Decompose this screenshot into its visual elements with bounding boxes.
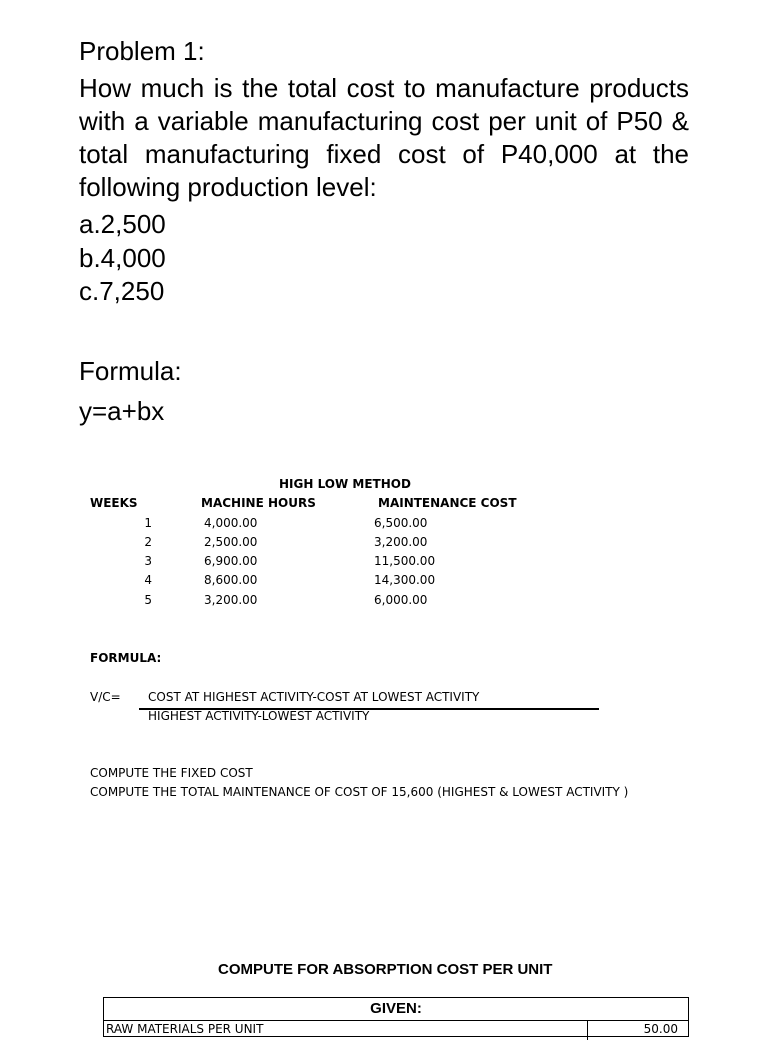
- week-cell: 4: [144, 573, 152, 587]
- maintenance-cost-cell: 6,000.00: [374, 593, 428, 607]
- formula-denominator: HIGHEST ACTIVITY-LOWEST ACTIVITY: [148, 709, 370, 723]
- column-divider: [587, 1020, 588, 1040]
- task-fixed-cost: COMPUTE THE FIXED COST: [90, 766, 253, 780]
- formula-section-label: FORMULA:: [90, 651, 162, 665]
- option-c: c.7,250: [79, 276, 165, 306]
- absorption-title: COMPUTE FOR ABSORPTION COST PER UNIT: [218, 961, 553, 978]
- table-row: [104, 1020, 688, 1040]
- maintenance-cost-cell: 6,500.00: [374, 516, 428, 530]
- formula-expression: y=a+bx: [79, 396, 165, 426]
- given-header: GIVEN:: [104, 998, 688, 1021]
- option-a: a.2,500: [79, 209, 166, 239]
- given-row-value: 50.00: [643, 1022, 678, 1036]
- given-table: [103, 997, 689, 1037]
- week-cell: 5: [144, 593, 152, 607]
- machine-hours-cell: 8,600.00: [204, 573, 258, 587]
- high-low-title: HIGH LOW METHOD: [279, 477, 411, 491]
- maintenance-cost-cell: 11,500.00: [374, 554, 436, 568]
- week-cell: 3: [144, 554, 152, 568]
- maintenance-cost-cell: 14,300.00: [374, 573, 436, 587]
- col-header-maintenance-cost: MAINTENANCE COST: [378, 496, 517, 510]
- formula-label: Formula:: [79, 356, 182, 386]
- col-header-machine-hours: MACHINE HOURS: [201, 496, 316, 510]
- formula-numerator: COST AT HIGHEST ACTIVITY-COST AT LOWEST ACTIVITY: [148, 690, 480, 704]
- task-total-maintenance: COMPUTE THE TOTAL MAINTENANCE OF COST OF 15,600 (HIGHEST & LOWEST ACTIVITY ): [90, 785, 629, 799]
- machine-hours-cell: 4,000.00: [204, 516, 258, 530]
- week-cell: 2: [144, 535, 152, 549]
- problem-question: How much is the total cost to manufacture products with a variable manufacturing cost per unit of P50 & total manufacturing fixed cost of P40,000 at the following production level:: [79, 73, 689, 202]
- col-header-weeks: WEEKS: [90, 496, 138, 510]
- machine-hours-cell: 3,200.00: [204, 593, 258, 607]
- maintenance-cost-cell: 3,200.00: [374, 535, 428, 549]
- problem-heading: Problem 1:: [79, 36, 205, 66]
- option-b: b.4,000: [79, 243, 166, 273]
- week-cell: 1: [144, 516, 152, 530]
- vc-label: V/C=: [90, 690, 121, 704]
- machine-hours-cell: 2,500.00: [204, 535, 258, 549]
- given-row-label: RAW MATERIALS PER UNIT: [106, 1022, 264, 1036]
- machine-hours-cell: 6,900.00: [204, 554, 258, 568]
